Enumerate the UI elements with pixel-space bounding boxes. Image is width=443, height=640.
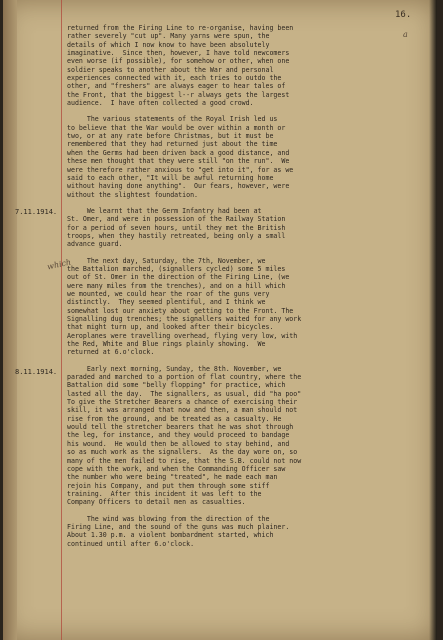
text-line: we mounted, we could hear the roar of the guns very [67,289,270,298]
typed-text-body [67,24,433,548]
text-line: said to each other, "It will be awful returning home [67,173,274,182]
text-line: the Battalion marched, (signallers cycled) some 5 miles [67,264,286,273]
text-line: returned at 6.o'clock. [67,348,155,357]
text-line: the leg, for instance, and they would proceed to bandage [67,431,290,440]
text-line: Firing Line, and the sound of the guns was much plainer. [67,522,290,531]
text-line: many of the men failed to rise, that the S.B. could not now [67,456,302,465]
text-line: St. Omer, and were in possession of the Railway Station [67,215,286,224]
text-line: the number who were being "treated", he made each man [67,473,278,482]
text-line: the Front, that the biggest l--r always gets the largest [67,90,290,99]
paragraph [67,24,433,107]
page-binding [3,0,17,640]
text-line: the Red, White and Blue rings plainly showing. We [67,340,266,349]
text-line: without the slightest foundation. [67,190,199,199]
paragraph-spacer [67,357,433,365]
text-line: without having done anything". Our fears, however, were [67,182,290,191]
text-line: imaginative. Since then, however, I have told newcomers [67,49,290,58]
text-line: soldier speaks to another about the War and personal [67,65,274,74]
text-line: training. After this incident it was left to the [67,489,262,498]
text-line: Aeroplanes were travelling overhead, flying very low, with [67,331,298,340]
text-line: were many miles from the trenches), and on a hill which [67,281,286,290]
text-line: continued until after 6.o'clock. [67,539,195,548]
text-line: rise from the ground, and be treated as a casualty. He [67,414,282,423]
text-line: Battalion did some "belly flopping" for practice, which [67,381,286,390]
text-line: distinctly. They seemed plentiful, and I think we [67,298,266,307]
paragraph-spacer [67,507,433,515]
margin-note-top: a [403,30,408,39]
text-line: that might turn up, and looked after their bicycles. [67,323,274,332]
text-line: The next day, Saturday, the 7th, November, we [67,256,266,265]
text-line: The various statements of the Royal Irish led us [67,115,278,124]
paragraph-spacer [67,199,433,207]
paragraph [67,207,433,249]
text-line: audience. I have often collected a good crowd. [67,99,254,108]
paragraph [67,257,433,357]
text-line: out of St. Omer in the direction of the Firing Line, (we [67,273,290,282]
text-line: lasted all the day. The signallers, as usual, did "ha poo" [67,389,302,398]
text-line: cope with the work, and when the Commanding Officer saw [67,464,286,473]
paragraph-spacer [67,107,433,115]
text-line: when the Germs had been driven back a good distance, and [67,148,290,157]
paragraph [67,365,433,507]
text-line: The wind was blowing from the direction of the [67,514,270,523]
paragraph-spacer [67,249,433,257]
text-line: returned from the Firing Line to re-organise, having been [67,24,294,32]
text-line: rather severely "cut up". Many yarns were spun, the [67,32,270,41]
text-line: We learnt that the Germ Infantry had been at [67,206,262,215]
text-line: two, or at any rate before Christmas, but it must be [67,132,274,141]
date-entry-1: 7.11.1914. [15,208,58,216]
text-line: paraded and marched to a portion of flat country, where the [67,373,302,382]
text-line: rejoin his Company, and put them through some stiff [67,481,270,490]
margin-note-left: which [46,257,72,272]
document-page [3,0,437,640]
text-line: these men thought that they were still "on the run". We [67,157,290,166]
text-line: experiences connected with it, each tries to outdo the [67,74,282,83]
text-line: even worse (if possible), for somehow or other, when one [67,57,290,66]
text-line: so as much work as the signallers. As the day wore on, so [67,448,298,457]
text-line: other, and "freshers" are always eager to hear tales of [67,82,286,91]
text-line: to believe that the War would be over within a month or [67,123,286,132]
text-line: for a period of seven hours, until they met the British [67,223,286,232]
text-line: his wound. He would then be allowed to stay behind, and [67,439,290,448]
text-line: Signalling dug trenches; the signallers waited for any work [67,315,302,323]
text-line: somewhat lost our anxiety about getting to the Front. The [67,306,294,315]
paragraph [67,515,433,548]
text-line: troops, when they hastily retreated, being only a small [67,231,286,240]
text-line: would tell the stretcher bearers that he was shot through [67,423,294,432]
text-line: skill, it was arranged that now and then, a man should not [67,406,298,415]
text-line: Early next morning, Sunday, the 8th. November, we [67,364,282,373]
text-line: To give the Stretcher Bearers a chance of exercising their [67,398,298,407]
text-line: About 1.30 p.m. a violent bombardment started, which [67,531,274,540]
text-line: advance guard. [67,240,123,249]
text-line: details of which I now know to have been absolutely [67,40,270,49]
date-entry-2: 8.11.1914. [15,368,58,376]
text-line: were therefore rather anxious to "get into it", for as we [67,165,294,174]
paragraph [67,115,433,198]
page-number: 16. [395,10,412,20]
text-line: Company Officers to detail men as casualties. [67,498,246,507]
text-line: remembered that they had returned just about the time [67,140,278,149]
margin-rule [61,0,62,640]
